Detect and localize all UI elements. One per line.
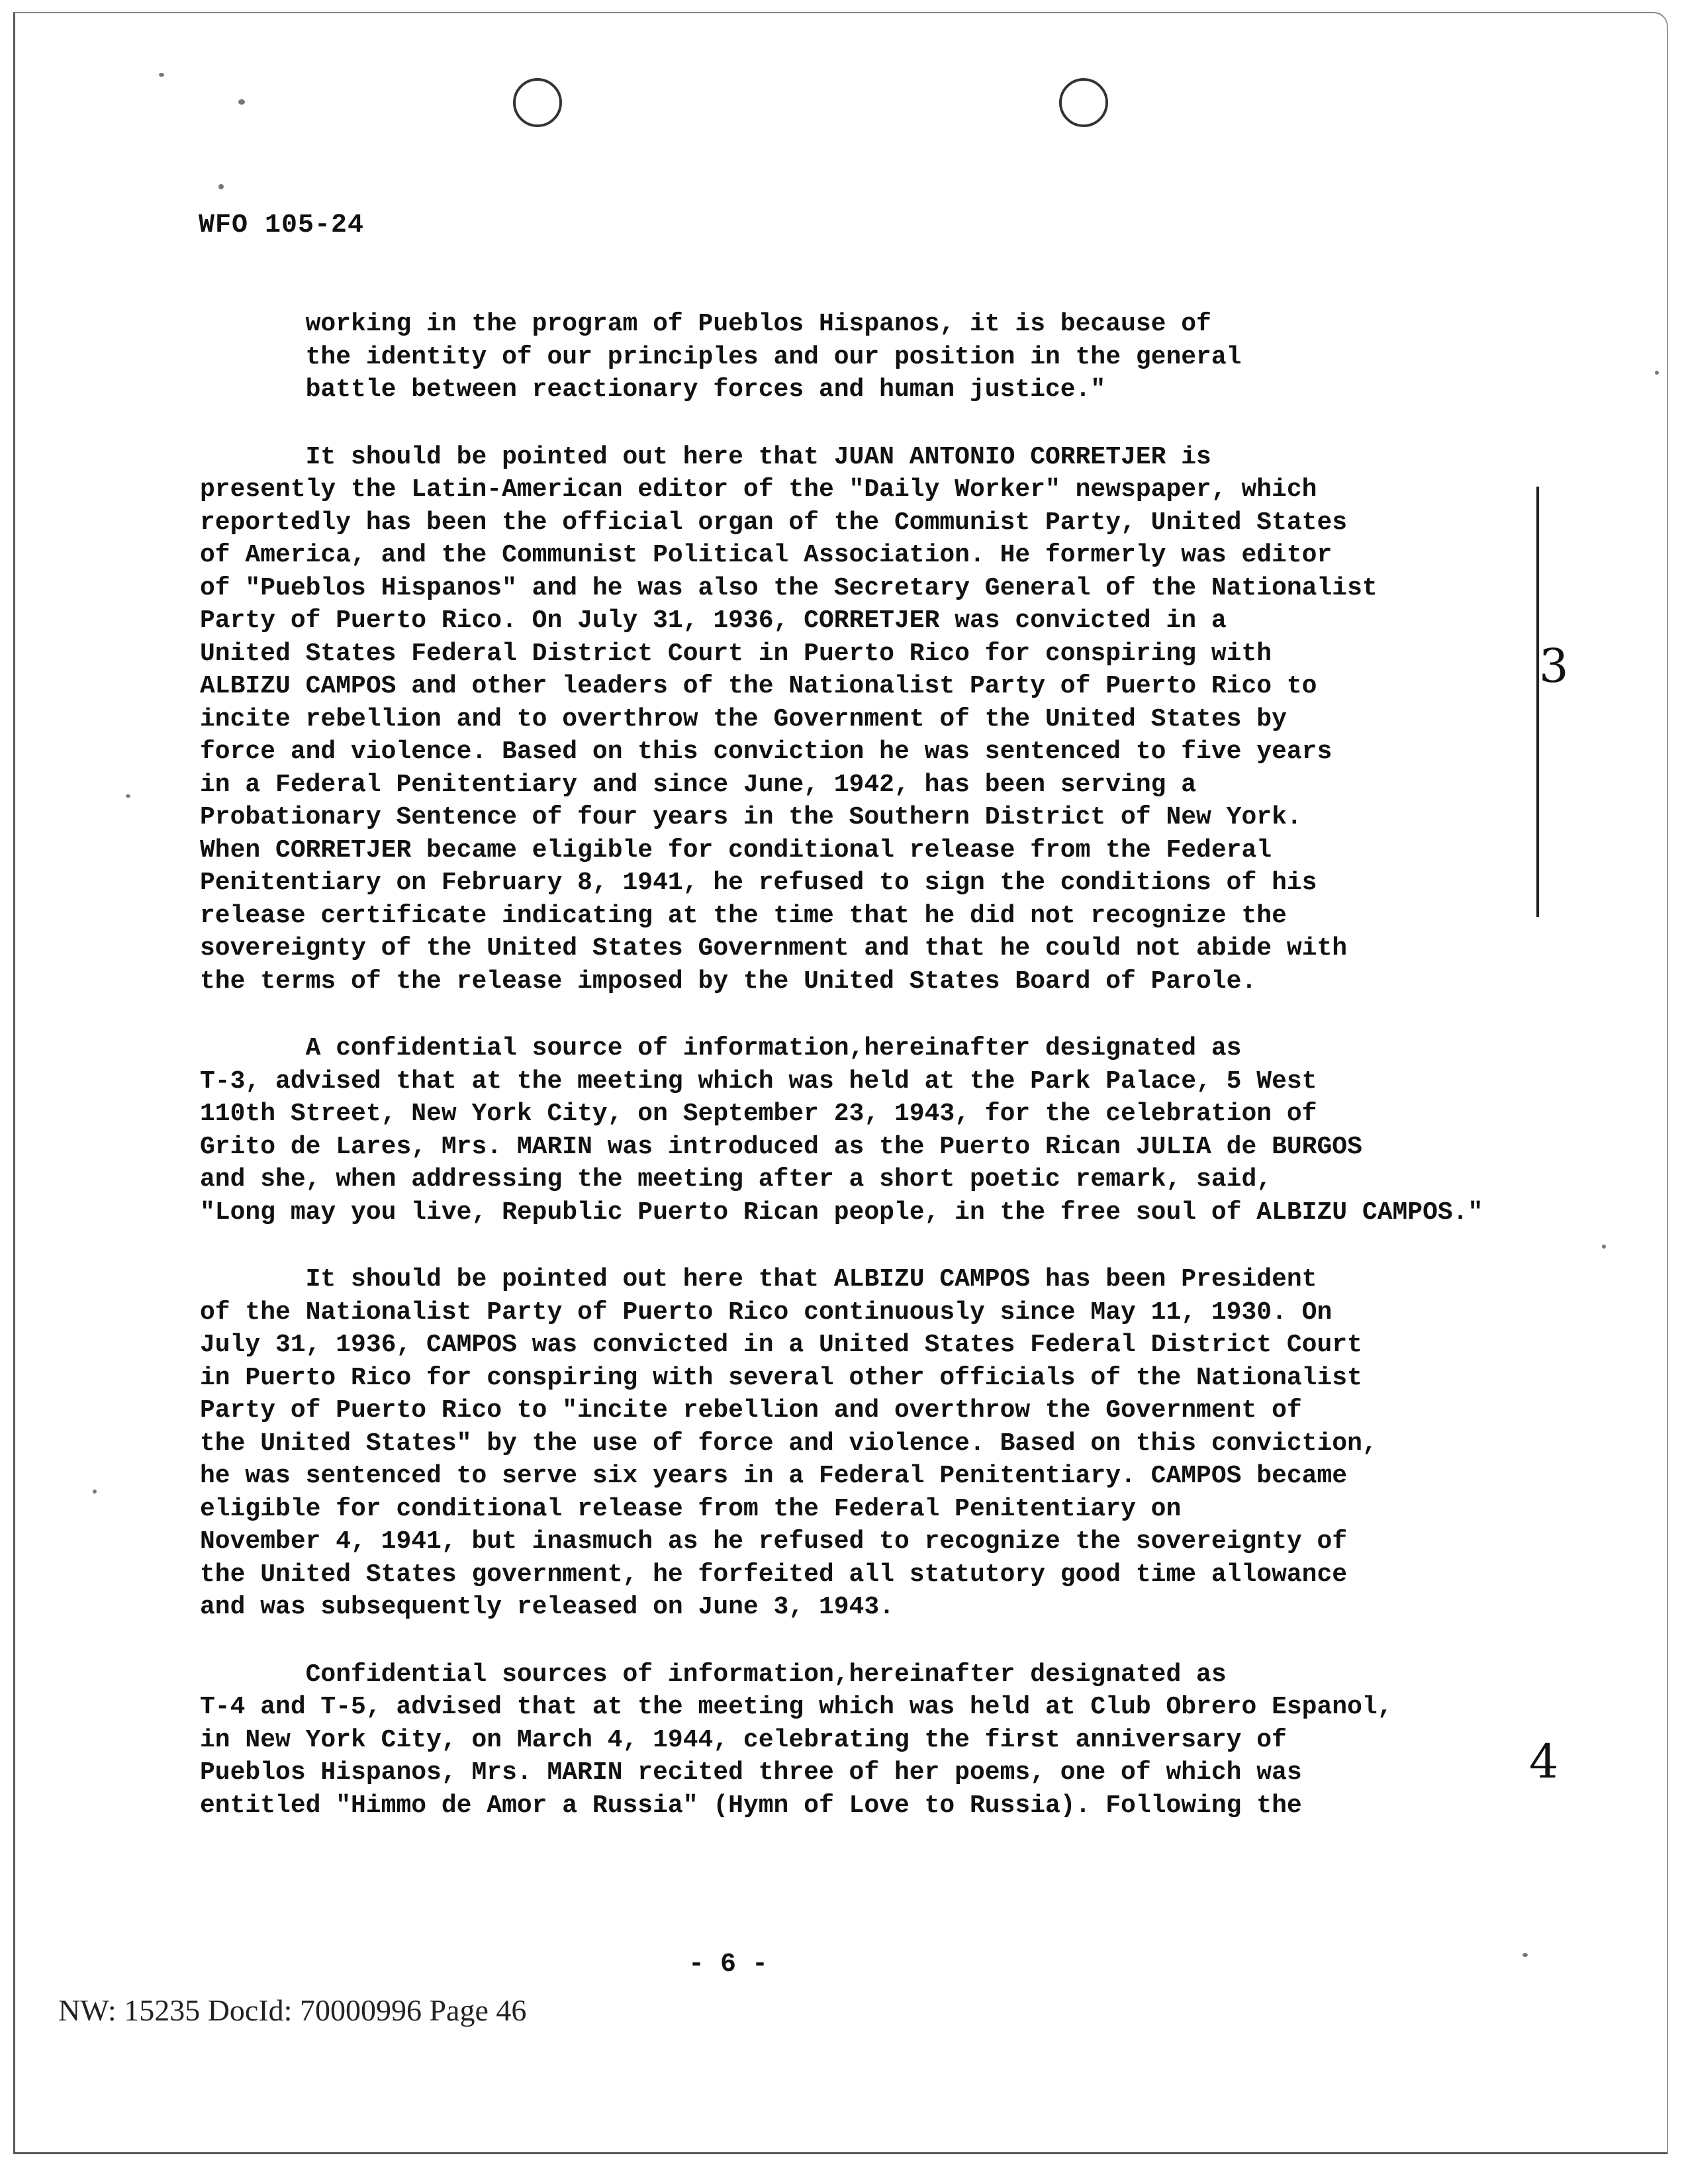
text-line: Confidential sources of information,hereinafter designated as <box>200 1660 1227 1689</box>
text-line: Probationary Sentence of four years in the Southern District of New York. <box>200 803 1302 831</box>
text-line: the United States government, he forfeited all statutory good time allowance <box>200 1560 1348 1589</box>
text-line: release certificate indicating at the time that he did not recognize the <box>200 901 1287 930</box>
scan-speck <box>238 99 245 105</box>
text-line: working in the program of Pueblos Hispanos, it is because of <box>200 310 1211 338</box>
scan-speck <box>159 73 164 77</box>
scan-speck <box>126 794 130 798</box>
paragraph <box>200 1032 1514 1229</box>
text-line: eligible for conditional release from the Federal Penitentiary on <box>200 1494 1182 1523</box>
paragraph-gap <box>200 406 1514 441</box>
text-line: of the Nationalist Party of Puerto Rico continuously since May 11, 1930. On <box>200 1298 1333 1327</box>
text-line: in New York City, on March 4, 1944, celebrating the first anniversary of <box>200 1725 1287 1754</box>
text-line: reportedly has been the official organ of the Communist Party, United States <box>200 508 1348 537</box>
text-line: It should be pointed out here that JUAN ANTONIO CORRETJER is <box>200 442 1211 471</box>
file-number: WFO 105-24 <box>199 211 365 240</box>
text-line: and was subsequently released on June 3, 1943. <box>200 1593 894 1621</box>
text-line: "Long may you live, Republic Puerto Rican people, in the free soul of ALBIZU CAMPOS." <box>200 1198 1483 1227</box>
text-line: November 4, 1941, but inasmuch as he refused to recognize the sovereignty of <box>200 1527 1348 1556</box>
text-line: entitled "Himmo de Amor a Russia" (Hymn of Love to Russia). Following the <box>200 1791 1302 1820</box>
text-line: incite rebellion and to overthrow the Government of the United States by <box>200 704 1287 734</box>
text-line: battle between reactionary forces and human justice." <box>200 375 1106 404</box>
scan-speck <box>1655 371 1659 375</box>
text-line: Grito de Lares, Mrs. MARIN was introduced as the Puerto Rican JULIA de BURGOS <box>200 1132 1362 1161</box>
scan-speck <box>218 184 224 189</box>
page-number: - 6 - <box>688 1950 769 1979</box>
text-line: presently the Latin-American editor of the "Daily Worker" newspaper, which <box>200 475 1317 504</box>
text-line: and she, when addressing the meeting after a short poetic remark, said, <box>200 1165 1272 1194</box>
paragraph <box>200 1263 1514 1624</box>
text-line: Pueblos Hispanos, Mrs. MARIN recited three of her poems, one of which was <box>200 1758 1302 1787</box>
text-line: the terms of the release imposed by the United States Board of Parole. <box>200 967 1257 996</box>
text-line: the identity of our principles and our position in the general <box>200 342 1242 371</box>
text-line: July 31, 1936, CAMPOS was convicted in a United States Federal District Court <box>200 1331 1362 1359</box>
paragraph-gap <box>200 998 1514 1032</box>
scan-speck <box>1522 1953 1528 1957</box>
scan-speck <box>93 1490 97 1494</box>
margin-bracket-line <box>1536 487 1539 917</box>
paragraph <box>200 308 1514 406</box>
text-line: T-4 and T-5, advised that at the meeting which was held at Club Obrero Espanol, <box>200 1693 1393 1721</box>
text-line: T-3, advised that at the meeting which was held at the Park Palace, 5 West <box>200 1067 1317 1096</box>
paragraph <box>200 441 1514 998</box>
text-line: of America, and the Communist Political Association. He formerly was editor <box>200 541 1333 569</box>
text-line: Party of Puerto Rico. On July 31, 1936, CORRETJER was convicted in a <box>200 606 1227 635</box>
text-line: Penitentiary on February 8, 1941, he refused to sign the conditions of his <box>200 869 1317 897</box>
text-line: United States Federal District Court in Puerto Rico for conspiring with <box>200 639 1272 668</box>
margin-note-3: 3 <box>1539 639 1569 693</box>
margin-note-4: 4 <box>1529 1734 1559 1789</box>
text-line: in a Federal Penitentiary and since June, 1942, has been serving a <box>200 770 1197 799</box>
text-line: force and violence. Based on this conviction he was sentenced to five years <box>200 737 1333 766</box>
text-line: sovereignty of the United States Government and that he could not abide with <box>200 934 1348 963</box>
text-line: in Puerto Rico for conspiring with several other officials of the Nationalist <box>200 1363 1362 1392</box>
scan-speck <box>1602 1245 1606 1249</box>
paragraph-gap <box>200 1624 1514 1658</box>
text-line: 110th Street, New York City, on September 23, 1943, for the celebration of <box>200 1100 1317 1128</box>
text-line: Party of Puerto Rico to "incite rebellion and overthrow the Government of <box>200 1396 1302 1425</box>
text-line: When CORRETJER became eligible for conditional release from the Federal <box>200 835 1272 865</box>
paragraph-gap <box>200 1229 1514 1263</box>
paragraph <box>200 1658 1514 1823</box>
footer-document-id: NW: 15235 DocId: 70000996 Page 46 <box>58 1993 527 2027</box>
punch-hole-right <box>1059 78 1108 127</box>
text-line: It should be pointed out here that ALBIZU CAMPOS has been President <box>200 1265 1317 1294</box>
punch-hole-left <box>513 78 562 127</box>
text-line: he was sentenced to serve six years in a Federal Penitentiary. CAMPOS became <box>200 1462 1348 1490</box>
text-line: of "Pueblos Hispanos" and he was also the Secretary General of the Nationalist <box>200 573 1378 602</box>
text-line: the United States" by the use of force and violence. Based on this conviction, <box>200 1429 1378 1458</box>
document-body <box>200 308 1514 1822</box>
text-line: ALBIZU CAMPOS and other leaders of the Nationalist Party of Puerto Rico to <box>200 672 1317 700</box>
text-line: A confidential source of information,hereinafter designated as <box>200 1034 1242 1063</box>
